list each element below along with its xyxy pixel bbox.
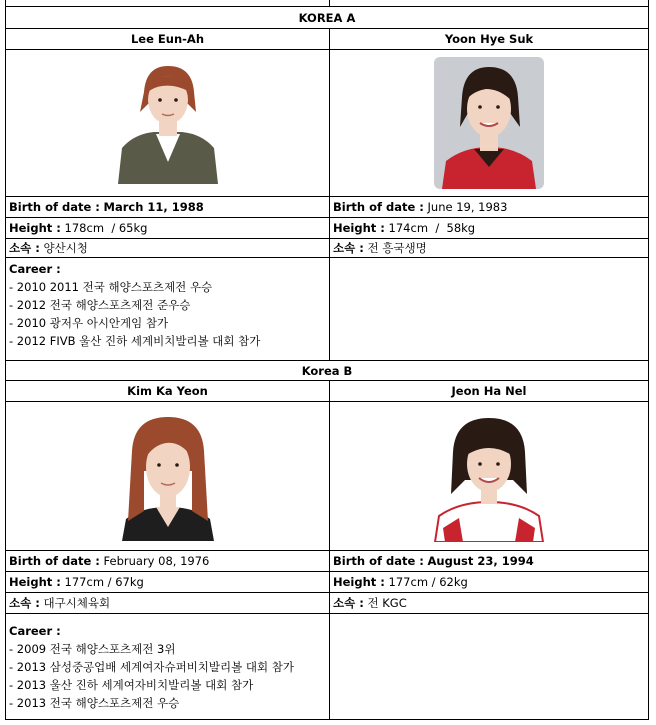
photo-row [6, 49, 648, 196]
career-cell [6, 614, 330, 719]
height-cell [6, 218, 330, 238]
career-cell [6, 258, 330, 360]
career-label: Career : [9, 262, 61, 276]
group-title: Korea B [301, 363, 353, 378]
career-row [6, 257, 648, 360]
team-value: 전 KGC [367, 596, 407, 610]
photo-row [6, 401, 648, 550]
team-row [6, 238, 648, 257]
photo-cell [6, 50, 330, 196]
height-cell [330, 572, 648, 592]
height-label: Height : [333, 575, 385, 589]
career-item: - 2013 삼성중공업배 세계여자슈퍼비치발리볼 대회 참가 [9, 660, 294, 674]
team-cell [330, 593, 648, 613]
height-row [6, 217, 648, 238]
table-top-row [6, 0, 648, 6]
career-cell-empty [330, 614, 648, 719]
team-label: 소속 : [333, 241, 364, 255]
portrait-photo [118, 411, 218, 541]
height-row [6, 571, 648, 592]
group-header-row [6, 6, 648, 28]
birth-value: June 19, 1983 [427, 200, 508, 214]
height-label: Height : [333, 221, 385, 235]
portrait-photo [429, 410, 549, 542]
player-name: Jeon Ha Nel [451, 384, 527, 398]
team-value: 대구시체육회 [43, 596, 111, 610]
team-label: 소속 : [9, 596, 40, 610]
team-cell [6, 239, 330, 257]
team-cell [330, 239, 648, 257]
birth-value: March 11, 1988 [103, 200, 204, 214]
photo-cell [330, 50, 648, 196]
career-cell-empty [330, 258, 648, 360]
height-value: 177cm / 67kg [64, 575, 144, 589]
height-cell [6, 572, 330, 592]
height-cell [330, 218, 648, 238]
birth-label: Birth of date : [333, 200, 424, 214]
birth-cell [6, 197, 330, 217]
group-title: KOREA A [298, 10, 356, 25]
birth-label: Birth of date : [333, 554, 424, 568]
birth-cell [330, 551, 648, 571]
height-value: 174cm / 58kg [388, 221, 476, 235]
career-item: - 2010 광저우 아시안게임 참가 [9, 316, 169, 330]
name-row [6, 28, 648, 49]
player-name: Lee Eun-Ah [6, 29, 330, 49]
team-row [6, 592, 648, 613]
team-label: 소속 : [333, 596, 364, 610]
career-item: - 2009 전국 해양스포츠제전 3위 [9, 642, 176, 656]
career-row [6, 613, 648, 720]
group-header-row [6, 360, 648, 380]
birth-row [6, 550, 648, 571]
top-left-cell [6, 0, 330, 6]
name-row [6, 380, 648, 401]
career-label: Career : [9, 624, 61, 638]
birth-label: Birth of date : [9, 554, 100, 568]
birth-value: August 23, 1994 [427, 554, 534, 568]
career-item: - 2012 전국 해양스포츠제전 준우승 [9, 298, 191, 312]
birth-cell [330, 197, 648, 217]
career-item: - 2013 울산 진하 세계여자비치발리볼 대회 참가 [9, 678, 254, 692]
birth-value: February 08, 1976 [103, 554, 210, 568]
portrait-photo [434, 57, 544, 189]
career-item: - 2010 2011 전국 해양스포츠제전 우승 [9, 280, 213, 294]
team-value: 양산시청 [43, 241, 88, 255]
top-right-cell [330, 0, 648, 6]
height-label: Height : [9, 575, 61, 589]
career-item: - 2012 FIVB 울산 진하 세계비치발리볼 대회 참가 [9, 334, 261, 348]
player-name: Kim Ka Yeon [6, 381, 330, 401]
birth-cell [6, 551, 330, 571]
player-name: Yoon Hye Suk [444, 32, 534, 46]
height-value: 177cm / 62kg [388, 575, 468, 589]
birth-label: Birth of date : [9, 200, 100, 214]
height-value: 178cm / 65kg [64, 221, 148, 235]
photo-cell [330, 402, 648, 550]
team-cell [6, 593, 330, 613]
height-label: Height : [9, 221, 61, 235]
team-label: 소속 : [9, 241, 40, 255]
team-value: 전 흥국생명 [367, 241, 427, 255]
birth-row [6, 196, 648, 217]
portrait-photo [112, 62, 224, 184]
career-item: - 2013 전국 해양스포츠제전 우승 [9, 696, 180, 710]
player-table [5, 0, 649, 720]
photo-cell [6, 402, 330, 550]
